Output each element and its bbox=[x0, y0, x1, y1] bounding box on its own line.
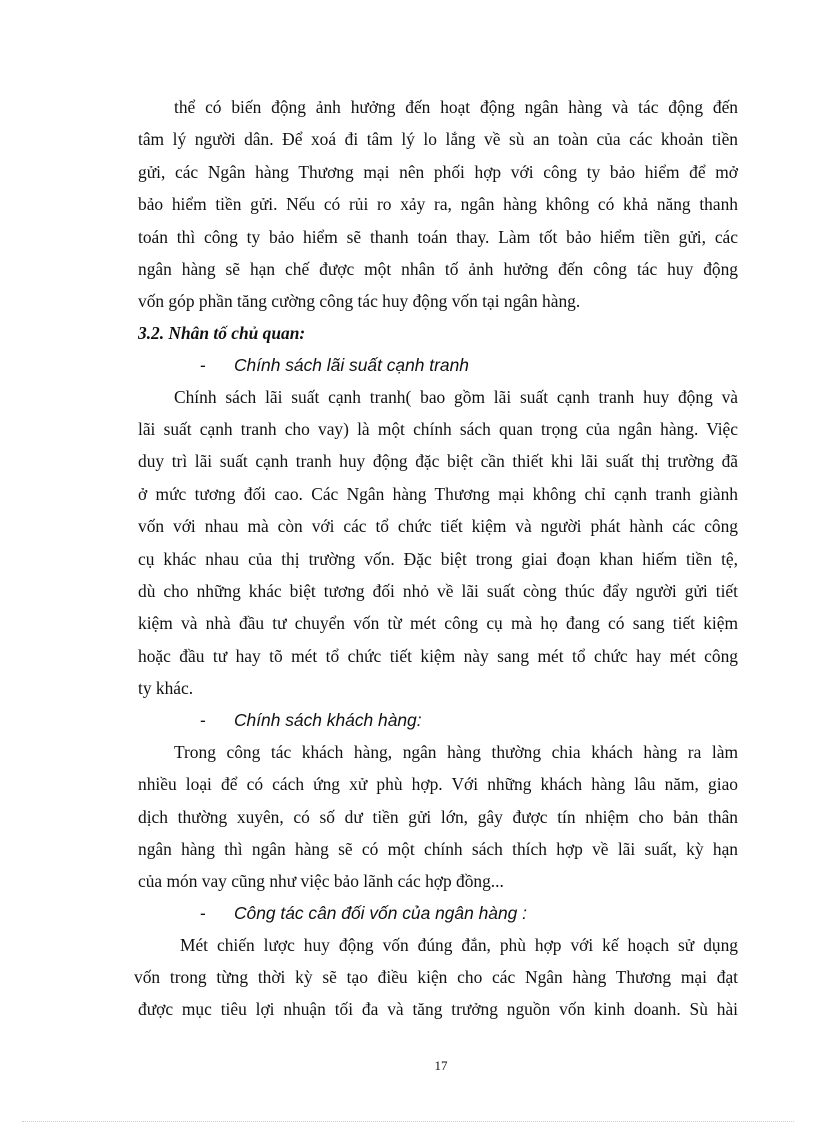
paragraph-line: hoặc đầu tư hay tõ mét tổ chức tiết kiệm này sang mét tổ chức hay mét công bbox=[138, 646, 738, 666]
dash-icon: - bbox=[200, 710, 206, 730]
paragraph-line: ty khác. bbox=[138, 678, 194, 698]
paragraph-line: cụ khác nhau của thị trường vốn. Đặc biệt trong giai đoạn khan hiếm tiền tệ, bbox=[138, 549, 738, 569]
paragraph-line: vốn với nhau mà còn với các tổ chức tiết kiệm và người phát hành các công bbox=[138, 516, 738, 536]
paragraph-line: tâm lý người dân. Để xoá đi tâm lý lo lắng về sù an toàn của các khoản tiền bbox=[138, 129, 738, 149]
bullet-text: Chính sách khách hàng: bbox=[234, 710, 422, 730]
bullet-item bbox=[200, 354, 469, 376]
paragraph-line: Trong công tác khách hàng, ngân hàng thường chia khách hàng ra làm bbox=[174, 742, 738, 762]
paragraph-line: gửi, các Ngân hàng Thương mại nên phối hợp với công ty bảo hiểm để mở bbox=[138, 162, 738, 182]
paragraph-line: được mục tiêu lợi nhuận tối đa và tăng trưởng nguồn vốn kinh doanh. Sù hài bbox=[138, 999, 738, 1019]
paragraph-line: Chính sách lãi suất cạnh tranh( bao gồm lãi suất cạnh tranh huy động và bbox=[174, 387, 738, 407]
paragraph-line: dịch thường xuyên, có số dư tiền gửi lớn, gây được tín nhiệm cho bản thân bbox=[138, 807, 738, 827]
section-heading: 3.2. Nhân tố chủ quan: bbox=[138, 323, 306, 343]
page-bottom-divider bbox=[22, 1121, 794, 1122]
bullet-item bbox=[200, 902, 527, 924]
bullet-item bbox=[200, 709, 422, 731]
paragraph-line: lãi suất cạnh tranh cho vay) là một chính sách quan trọng của ngân hàng. Việc bbox=[138, 419, 738, 439]
bullet-text: Công tác cân đối vốn của ngân hàng : bbox=[234, 903, 527, 923]
paragraph-line: của món vay cũng như việc bảo lãnh các hợp đồng... bbox=[138, 871, 504, 891]
paragraph-line: dù cho những khác biệt tương đối nhỏ về lãi suất còng thúc đẩy người gửi tiết bbox=[138, 581, 738, 601]
page-number: 17 bbox=[434, 1058, 448, 1073]
paragraph-line: toán thì công ty bảo hiểm sẽ thanh toán thay. Làm tốt bảo hiểm tiền gửi, các bbox=[138, 227, 738, 247]
paragraph-line: thể có biến động ảnh hưởng đến hoạt động ngân hàng và tác động đến bbox=[174, 97, 738, 117]
paragraph-line: kiệm và nhà đầu tư chuyển vốn từ mét công cụ mà họ đang có sang tiết kiệm bbox=[138, 613, 738, 633]
bullet-text: Chính sách lãi suất cạnh tranh bbox=[234, 355, 469, 375]
paragraph-line: nhiều loại để có cách ứng xử phù hợp. Với những khách hàng lâu năm, giao bbox=[138, 774, 738, 794]
paragraph-line: vốn góp phần tăng cường công tác huy động vốn tại ngân hàng. bbox=[138, 291, 581, 311]
paragraph-line: ở mức tương đối cao. Các Ngân hàng Thương mại không chỉ cạnh tranh giành bbox=[138, 484, 738, 504]
paragraph-line: ngân hàng sẽ hạn chế được một nhân tố ảnh hưởng đến công tác huy động bbox=[138, 259, 738, 279]
paragraph-line: bảo hiểm tiền gửi. Nếu có rủi ro xảy ra, ngân hàng không có khả năng thanh bbox=[138, 194, 738, 214]
paragraph-line: ngân hàng thì ngân hàng sẽ có một chính sách thích hợp về lãi suất, kỳ hạn bbox=[138, 839, 738, 859]
paragraph-line: duy trì lãi suất cạnh tranh huy động đặc biệt cần thiết khi lãi suất thị trường đã bbox=[138, 451, 738, 471]
dash-icon: - bbox=[200, 903, 206, 923]
paragraph-line: vốn trong từng thời kỳ sẽ tạo điều kiện cho các Ngân hàng Thương mại đạt bbox=[134, 967, 738, 987]
dash-icon: - bbox=[200, 355, 206, 375]
paragraph-line: Mét chiến lược huy động vốn đúng đắn, phù hợp với kế hoạch sử dụng bbox=[180, 935, 738, 955]
